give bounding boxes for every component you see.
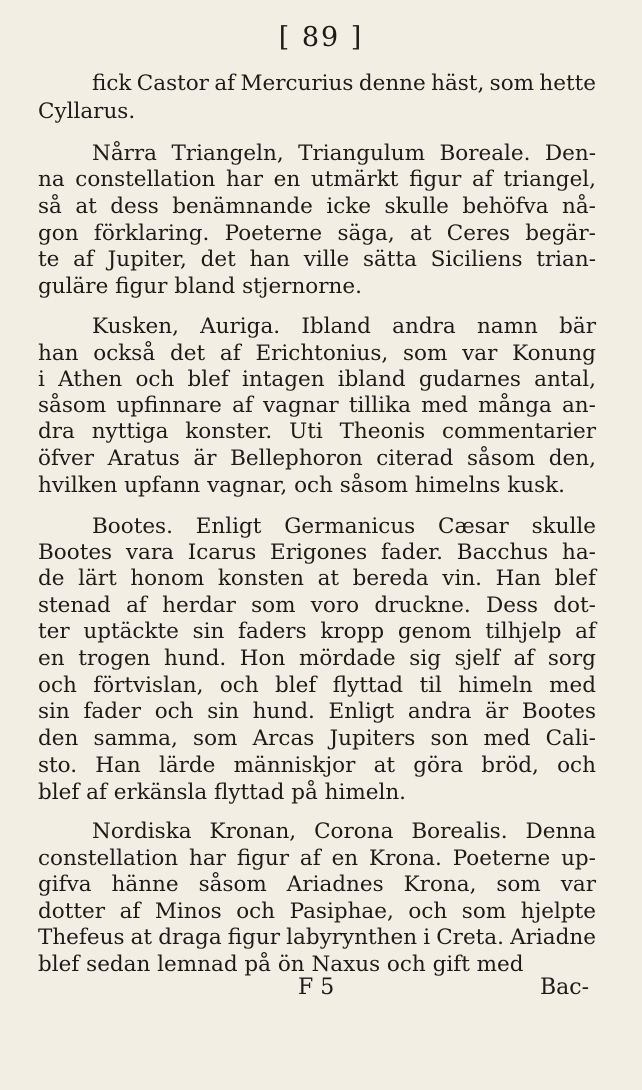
text-line: en trogen hund. Hon mördade sig sjelf af sorg: [38, 646, 596, 671]
page-number: [ 89 ]: [278, 22, 364, 53]
text-line: sin fader och sin hund. Enligt andra är Bootes: [38, 699, 596, 724]
text-line: och förtvislan, och blef flyttad til himeln med: [38, 673, 596, 698]
text-line: na constellation har en utmärkt figur af triangel,: [38, 167, 596, 192]
text-line: så at dess benämnande icke skulle behöfva nå-: [38, 194, 596, 219]
text-line: te af Jupiter, det han ville sätta Siciliens trian-: [38, 247, 596, 272]
text-line: han också det af Erichtonius, som var Konung: [38, 341, 596, 366]
text-line: guläre figur bland stjernorne.: [38, 274, 362, 299]
text-line: den samma, som Arcas Jupiters son med Cali-: [38, 726, 596, 751]
text-line: blef af erkänsla flyttad på himeln.: [38, 780, 407, 805]
text-line: hvilken upfann vagnar, och såsom himelns kusk.: [38, 473, 565, 498]
text-line: Bootes vara Icarus Erigones fader. Bacchus ha-: [38, 540, 596, 565]
text-line: Cyllarus.: [38, 99, 136, 124]
page-footer: [0, 975, 642, 1015]
text-line: Bootes. Enligt Germanicus Cæsar skulle: [92, 514, 596, 539]
text-line: gon förklaring. Poeterne säga, at Ceres begär-: [38, 221, 596, 246]
text-line: dra nyttiga konster. Uti Theonis commentarier: [38, 419, 596, 444]
catchword: Bac-: [540, 975, 590, 1000]
text-line: i Athen och blef intagen ibland gudarnes antal,: [38, 367, 596, 392]
text-line: de lärt honom konsten at bereda vin. Han blef: [38, 566, 596, 591]
text-line: fick Castor af Mercurius denne häst, som hette: [92, 71, 596, 96]
text-line: öfver Aratus är Bellephoron citerad såsom den,: [38, 446, 596, 471]
text-line: såsom upfinnare af vagnar tillika med många an-: [38, 393, 596, 418]
text-line: Nordiska Kronan, Corona Borealis. Denna: [92, 819, 596, 844]
text-line: ter uptäckte sin faders kropp genom tilhjelp af: [38, 619, 596, 644]
text-line: blef sedan lemnad på ön Naxus och gift med: [38, 952, 524, 977]
text-line: Thefeus at draga figur labyrynthen i Creta. Ariadne: [38, 925, 596, 950]
text-line: gifva hänne såsom Ariadnes Krona, som var: [38, 872, 596, 897]
text-line: Kusken, Auriga. Ibland andra namn bär: [92, 314, 596, 339]
text-line: dotter af Minos och Pasiphae, och som hjelpte: [38, 899, 596, 924]
signature-mark: F 5: [298, 975, 335, 1000]
text-line: constellation har figur af en Krona. Poeterne up-: [38, 846, 596, 871]
text-line: stenad af herdar som voro druckne. Dess dot-: [38, 593, 596, 618]
text-line: Nårra Triangeln, Triangulum Boreale. Den-: [92, 141, 596, 166]
text-line: sto. Han lärde människjor at göra bröd, och: [38, 753, 596, 778]
